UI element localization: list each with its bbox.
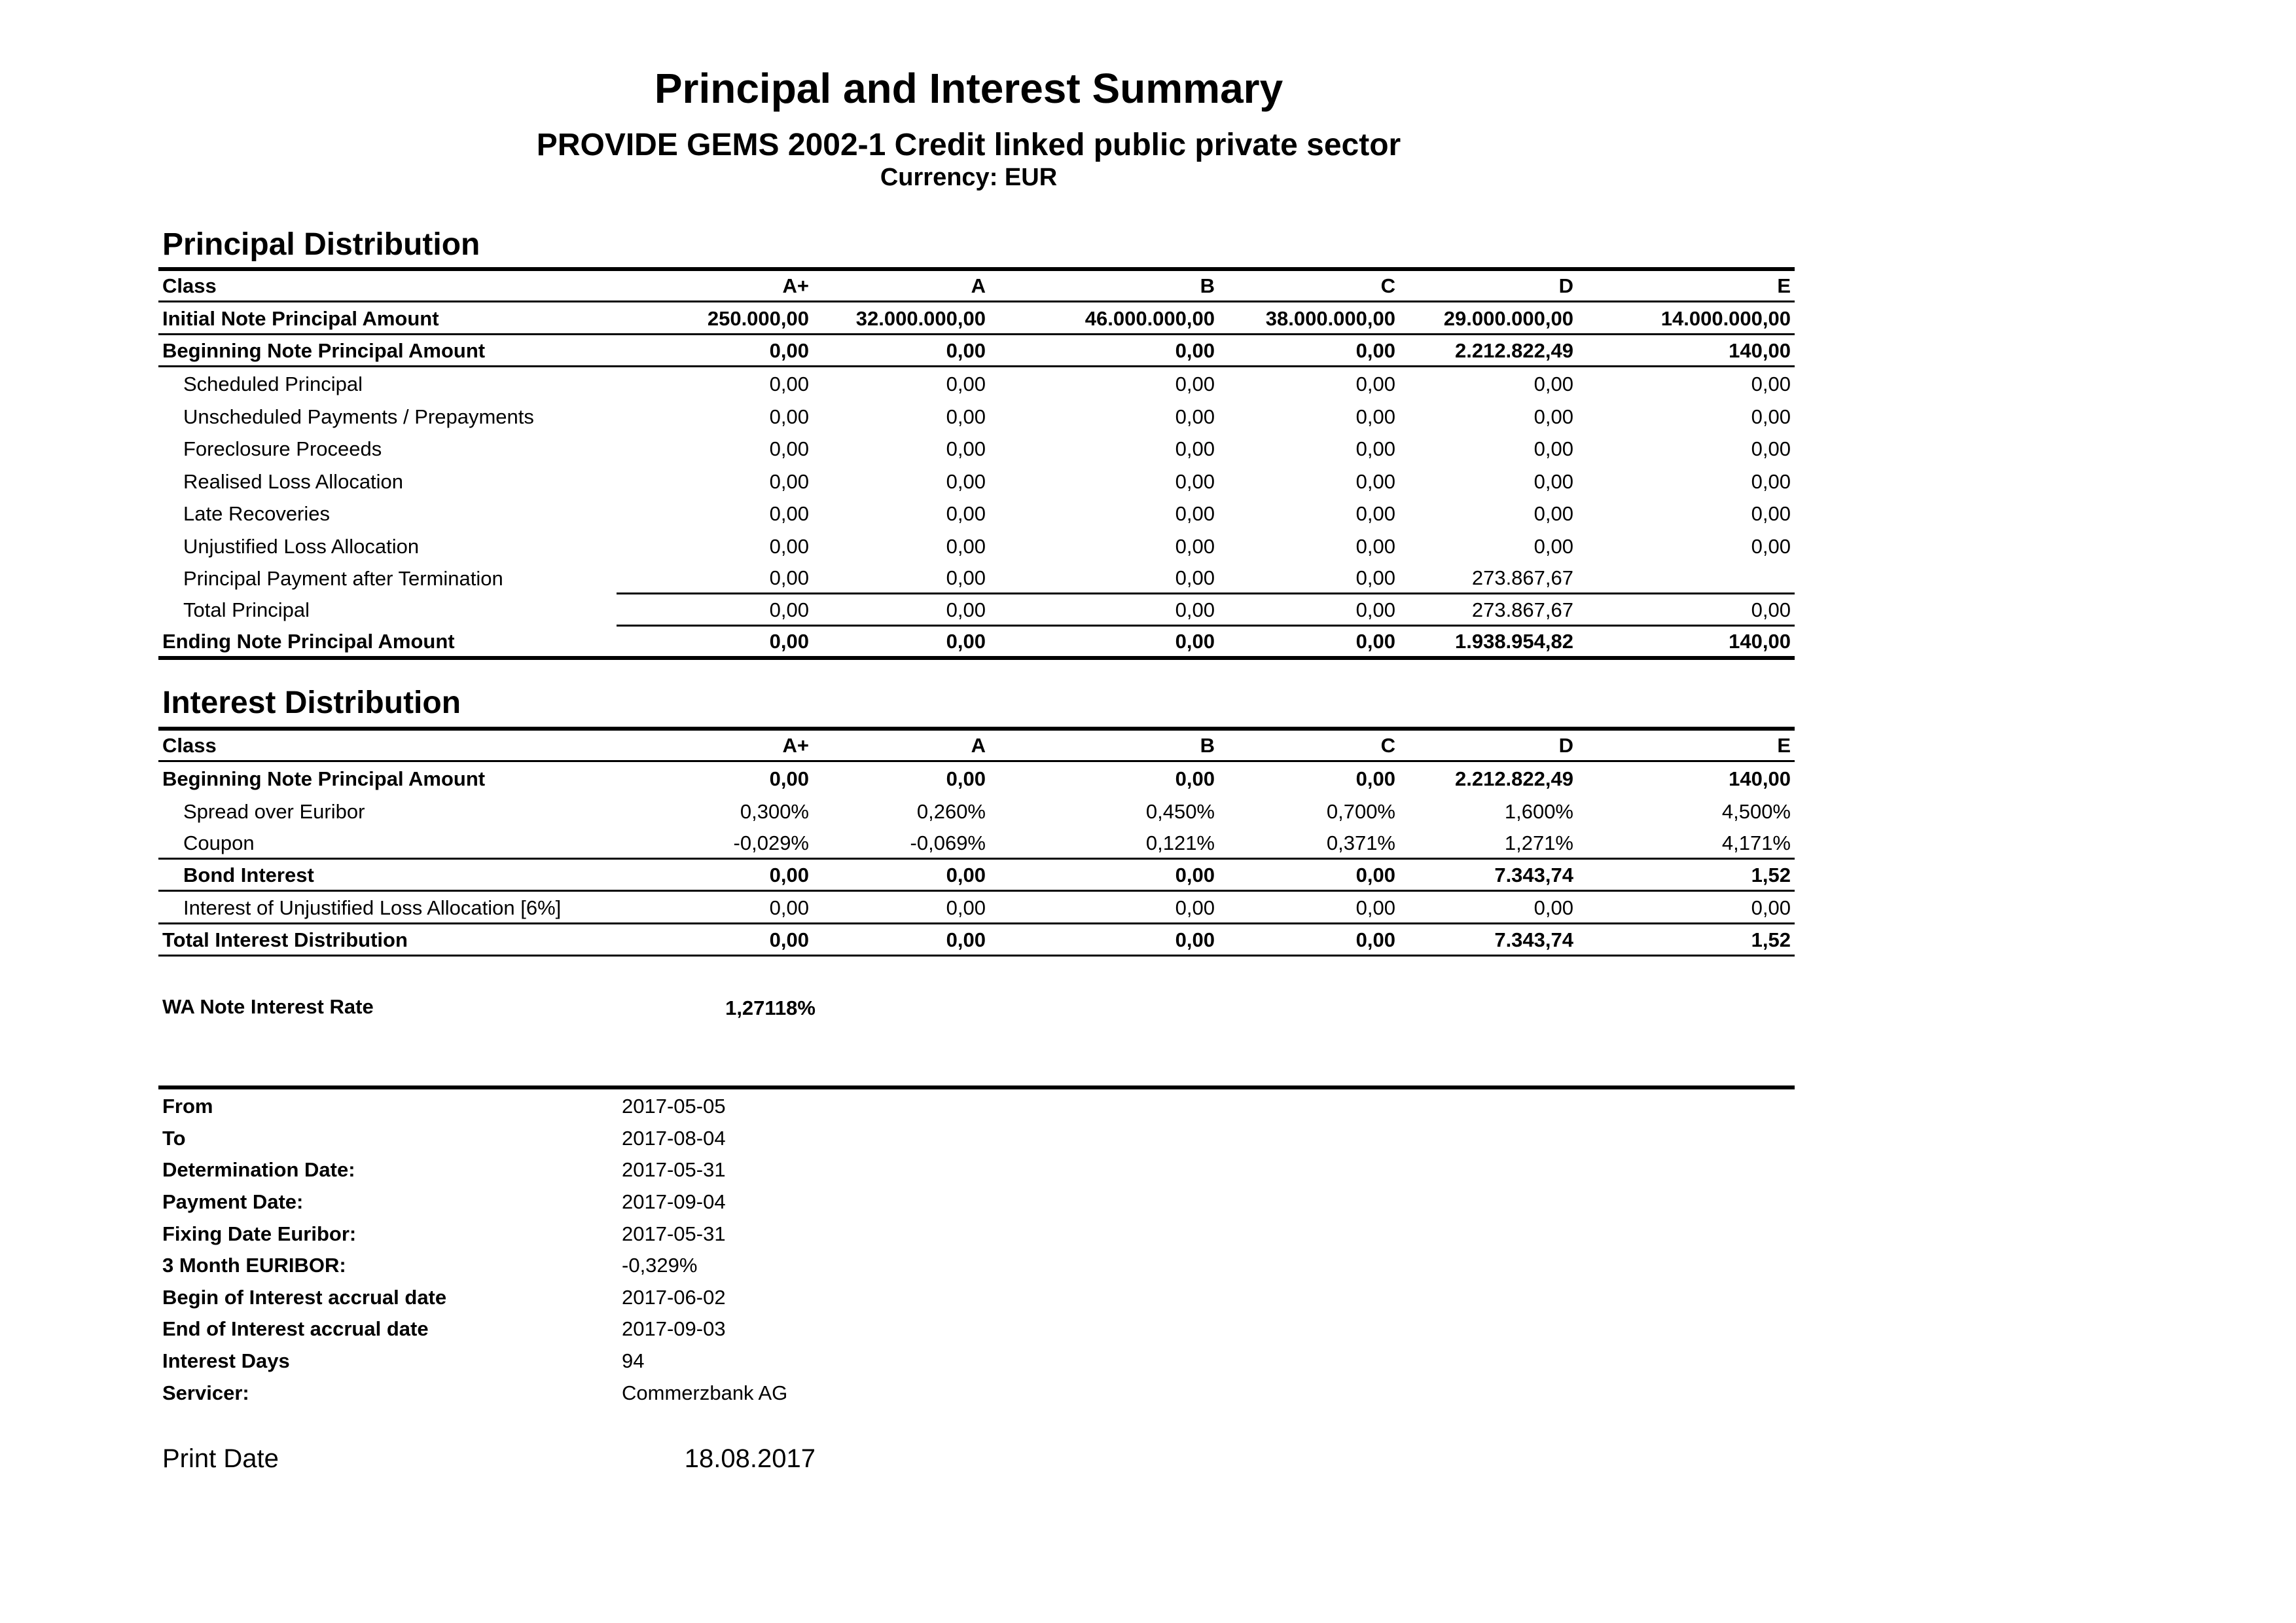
cell-value: 0,00: [1751, 502, 1791, 525]
table-row: [158, 793, 1795, 826]
info-value: Commerzbank AG: [622, 1381, 788, 1404]
cell-value: 32.000.000,00: [813, 302, 990, 335]
column-header-d: D: [1399, 269, 1577, 302]
column-header-a-plus: A+: [617, 269, 813, 302]
cell-value: 140,00: [1729, 767, 1791, 790]
cell-value: 0,00: [1219, 923, 1399, 956]
cell-value: 7.343,74: [1399, 923, 1577, 956]
principal-section-title: Principal Distribution: [162, 227, 480, 262]
cell-value: 0,00: [990, 334, 1219, 367]
cell-value: 0,00: [769, 502, 809, 525]
info-table: [158, 1091, 791, 1409]
cell-value: 0,00: [990, 593, 1219, 626]
table-row: [158, 334, 1795, 367]
row-label: Foreclosure Proceeds: [183, 437, 382, 460]
cell-value: 0,00: [1175, 405, 1215, 428]
column-header-e: E: [1577, 729, 1795, 761]
wa-note-interest-rate-label: WA Note Interest Rate: [162, 995, 374, 1018]
info-row: [158, 1186, 791, 1218]
table-row: [158, 826, 1795, 859]
cell-value: 0,00: [617, 334, 813, 367]
cell-value: 0,00: [1219, 858, 1399, 891]
table-row: [158, 626, 1795, 659]
cell-value: 273.867,67: [1399, 593, 1577, 626]
row-label: Unjustified Loss Allocation: [183, 534, 420, 558]
cell-value: 0,00: [990, 923, 1219, 956]
row-label: Principal Payment after Termination: [183, 567, 503, 590]
row-label: Total Interest Distribution: [158, 923, 617, 956]
cell-value: 0,300%: [740, 799, 809, 823]
cell-value: 4,500%: [1721, 799, 1791, 823]
info-divider: [158, 1085, 1795, 1089]
cell-value: 0,00: [946, 767, 986, 790]
info-value: 2017-09-04: [622, 1190, 726, 1214]
info-row: [158, 1282, 791, 1314]
cell-value: 0,00: [1355, 767, 1395, 790]
cell-value: [1577, 561, 1795, 594]
column-header-b: B: [990, 269, 1219, 302]
row-label: Spread over Euribor: [183, 799, 365, 823]
table-row: [158, 367, 1795, 399]
cell-value: 140,00: [1577, 334, 1795, 367]
cell-value: 0,00: [1219, 593, 1399, 626]
cell-value: 0,00: [946, 469, 986, 493]
row-label: Unscheduled Payments / Prepayments: [183, 405, 534, 428]
cell-value: 0,00: [769, 405, 809, 428]
cell-value: 0,00: [1355, 405, 1395, 428]
info-label: From: [162, 1095, 213, 1118]
cell-value: 0,00: [1534, 469, 1573, 493]
table-row: [158, 561, 1795, 594]
row-label: Bond Interest: [158, 858, 617, 891]
cell-value: 273.867,67: [1471, 566, 1573, 589]
principal-table: [158, 267, 1795, 660]
cell-value: 0,00: [1219, 626, 1399, 659]
cell-value: 0,00: [1355, 502, 1395, 525]
cell-value: 0,00: [813, 858, 990, 891]
print-date-value: 18.08.2017: [684, 1444, 816, 1473]
cell-value: 0,00: [1534, 502, 1573, 525]
cell-value: 0,00: [946, 405, 986, 428]
cell-value: 0,00: [813, 593, 990, 626]
cell-value: 0,00: [1355, 469, 1395, 493]
cell-value: 0,00: [617, 891, 813, 924]
cell-value: 0,00: [813, 891, 990, 924]
cell-value: 0,00: [946, 373, 986, 395]
cell-value: 0,00: [946, 566, 986, 589]
cell-value: 14.000.000,00: [1577, 302, 1795, 335]
cell-value: 0,00: [990, 858, 1219, 891]
cell-value: 1,52: [1577, 923, 1795, 956]
info-row: [158, 1313, 791, 1345]
cell-value: 0,00: [1219, 334, 1399, 367]
interest-section-title: Interest Distribution: [162, 685, 461, 720]
table-row: [158, 399, 1795, 431]
cell-value: 0,00: [1534, 534, 1573, 558]
column-header-class: Class: [158, 729, 617, 761]
row-label: Beginning Note Principal Amount: [158, 334, 617, 367]
cell-value: 0,00: [769, 373, 809, 395]
info-label: End of Interest accrual date: [162, 1317, 429, 1341]
currency-label: Currency: EUR: [880, 164, 1058, 191]
column-header-d: D: [1399, 729, 1577, 761]
info-value: 2017-05-31: [622, 1222, 726, 1245]
info-row: [158, 1091, 791, 1123]
column-header-b: B: [990, 729, 1219, 761]
info-value: 2017-05-05: [622, 1095, 726, 1118]
info-value: 2017-08-04: [622, 1126, 726, 1150]
cell-value: 0,00: [1534, 373, 1573, 395]
cell-value: 0,00: [769, 534, 809, 558]
cell-value: 0,00: [1577, 593, 1795, 626]
cell-value: 0,121%: [990, 826, 1219, 859]
row-label: Late Recoveries: [183, 502, 331, 525]
info-label: To: [162, 1126, 186, 1150]
info-label: Servicer:: [162, 1381, 249, 1404]
info-label: 3 Month EURIBOR:: [162, 1254, 346, 1277]
info-value: 2017-09-03: [622, 1317, 726, 1341]
table-row: [158, 593, 1795, 626]
cell-value: 250.000,00: [617, 302, 813, 335]
page-subtitle: PROVIDE GEMS 2002-1 Credit linked public private sector: [536, 128, 1401, 162]
cell-value: 4,171%: [1577, 826, 1795, 859]
cell-value: 0,00: [1751, 405, 1791, 428]
cell-value: 0,00: [617, 626, 813, 659]
table-row: [158, 858, 1795, 891]
row-label: Coupon: [158, 826, 617, 859]
cell-value: 0,00: [1355, 566, 1395, 589]
cell-value: 0,260%: [916, 799, 986, 823]
info-row: [158, 1345, 791, 1377]
cell-value: 0,371%: [1219, 826, 1399, 859]
cell-value: 0,00: [769, 469, 809, 493]
cell-value: 0,00: [769, 767, 809, 790]
row-label: Initial Note Principal Amount: [158, 302, 617, 335]
cell-value: 0,00: [1175, 373, 1215, 395]
info-row: [158, 1123, 791, 1155]
cell-value: 0,00: [1751, 373, 1791, 395]
info-label: Begin of Interest accrual date: [162, 1285, 447, 1309]
cell-value: 1,271%: [1399, 826, 1577, 859]
cell-value: 0,00: [1577, 891, 1795, 924]
cell-value: 2.212.822,49: [1399, 334, 1577, 367]
info-value: -0,329%: [622, 1254, 698, 1277]
cell-value: 0,00: [1534, 405, 1573, 428]
table-row: [158, 496, 1795, 529]
info-label: Payment Date:: [162, 1190, 304, 1214]
cell-value: 0,00: [1219, 891, 1399, 924]
cell-value: -0,029%: [617, 826, 813, 859]
cell-value: 0,00: [769, 437, 809, 460]
interest-header-row: [158, 729, 1795, 761]
info-row: [158, 1218, 791, 1250]
cell-value: 1,600%: [1504, 799, 1573, 823]
cell-value: 0,700%: [1326, 799, 1395, 823]
wa-note-interest-rate-value: 1,27118%: [725, 996, 816, 1019]
cell-value: 0,00: [990, 626, 1219, 659]
row-label: Ending Note Principal Amount: [158, 626, 617, 659]
column-header-c: C: [1219, 729, 1399, 761]
info-row: [158, 1377, 791, 1409]
table-row: [158, 891, 1795, 924]
cell-value: 0,00: [617, 593, 813, 626]
info-label: Interest Days: [162, 1349, 290, 1373]
page-title: Principal and Interest Summary: [654, 65, 1283, 112]
row-label: Total Principal: [158, 593, 617, 626]
cell-value: 0,00: [1175, 502, 1215, 525]
cell-value: 0,00: [1399, 891, 1577, 924]
column-header-class: Class: [158, 269, 617, 302]
cell-value: 0,00: [1175, 767, 1215, 790]
cell-value: 0,00: [1751, 437, 1791, 460]
row-label: Interest of Unjustified Loss Allocation [6%]: [158, 891, 617, 924]
column-header-a: A: [813, 269, 990, 302]
column-header-c: C: [1219, 269, 1399, 302]
table-row: [158, 431, 1795, 464]
cell-value: 0,00: [1175, 469, 1215, 493]
table-row: [158, 464, 1795, 496]
cell-value: 0,00: [946, 502, 986, 525]
cell-value: -0,069%: [813, 826, 990, 859]
cell-value: 0,00: [1355, 373, 1395, 395]
cell-value: 38.000.000,00: [1219, 302, 1399, 335]
info-row: [158, 1154, 791, 1186]
cell-value: 0,00: [1355, 534, 1395, 558]
cell-value: 140,00: [1577, 626, 1795, 659]
cell-value: 7.343,74: [1399, 858, 1577, 891]
cell-value: 0,00: [1751, 469, 1791, 493]
cell-value: 1,52: [1577, 858, 1795, 891]
print-date-label: Print Date: [162, 1444, 279, 1473]
column-header-a: A: [813, 729, 990, 761]
row-label: Realised Loss Allocation: [183, 469, 404, 493]
cell-value: 0,00: [1534, 437, 1573, 460]
info-value: 2017-05-31: [622, 1158, 726, 1182]
row-label: Scheduled Principal: [183, 373, 363, 395]
column-header-a-plus: A+: [617, 729, 813, 761]
info-value: 94: [622, 1349, 645, 1373]
cell-value: 0,00: [617, 923, 813, 956]
table-row: [158, 761, 1795, 794]
cell-value: 0,00: [1175, 566, 1215, 589]
info-row: [158, 1250, 791, 1282]
cell-value: 0,00: [1751, 534, 1791, 558]
row-label: Beginning Note Principal Amount: [162, 767, 486, 790]
table-row: [158, 923, 1795, 956]
cell-value: 0,00: [1355, 437, 1395, 460]
info-label: Fixing Date Euribor:: [162, 1222, 357, 1245]
cell-value: 0,00: [1175, 437, 1215, 460]
column-header-e: E: [1577, 269, 1795, 302]
cell-value: 0,00: [813, 923, 990, 956]
table-row: [158, 528, 1795, 561]
cell-value: 0,00: [813, 626, 990, 659]
info-value: 2017-06-02: [622, 1285, 726, 1309]
cell-value: 46.000.000,00: [990, 302, 1219, 335]
cell-value: 2.212.822,49: [1454, 767, 1573, 790]
interest-table: [158, 727, 1795, 957]
cell-value: 0,00: [813, 334, 990, 367]
cell-value: 1.938.954,82: [1399, 626, 1577, 659]
cell-value: 29.000.000,00: [1399, 302, 1577, 335]
principal-header-row: [158, 269, 1795, 302]
cell-value: 0,00: [769, 566, 809, 589]
table-row: [158, 302, 1795, 335]
cell-value: 0,00: [946, 437, 986, 460]
cell-value: 0,450%: [1145, 799, 1215, 823]
cell-value: 0,00: [946, 534, 986, 558]
cell-value: 0,00: [617, 858, 813, 891]
cell-value: 0,00: [990, 891, 1219, 924]
cell-value: 0,00: [1175, 534, 1215, 558]
info-label: Determination Date:: [162, 1158, 355, 1182]
